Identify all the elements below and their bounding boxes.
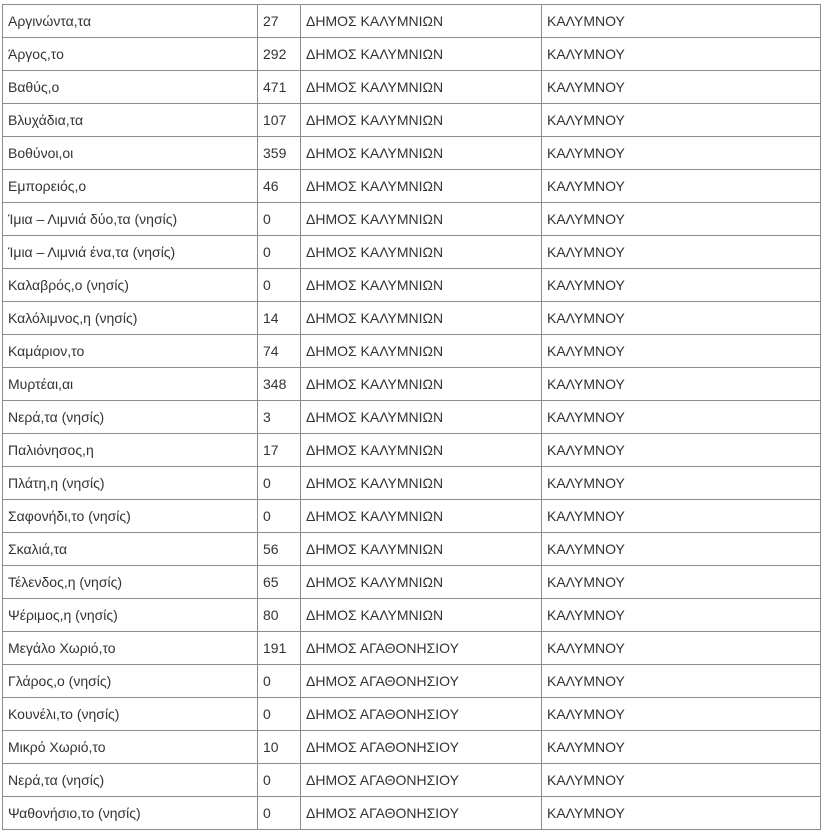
region-cell: ΚΑΛΥΜΝΟΥ bbox=[542, 533, 821, 566]
municipality-cell: ΔΗΜΟΣ ΑΓΑΘΟΝΗΣΙΟΥ bbox=[301, 698, 542, 731]
population-cell: 46 bbox=[258, 170, 301, 203]
population-cell: 0 bbox=[258, 500, 301, 533]
table-row bbox=[3, 236, 821, 269]
population-cell: 0 bbox=[258, 698, 301, 731]
municipality-cell: ΔΗΜΟΣ ΚΑΛΥΜΝΙΩΝ bbox=[301, 533, 542, 566]
population-cell: 0 bbox=[258, 236, 301, 269]
municipality-cell: ΔΗΜΟΣ ΑΓΑΘΟΝΗΣΙΟΥ bbox=[301, 797, 542, 830]
table-row bbox=[3, 104, 821, 137]
region-cell: ΚΑΛΥΜΝΟΥ bbox=[542, 302, 821, 335]
region-cell: ΚΑΛΥΜΝΟΥ bbox=[542, 137, 821, 170]
settlement-name-cell: Αργινώντα,τα bbox=[3, 5, 258, 38]
table-row bbox=[3, 599, 821, 632]
region-cell: ΚΑΛΥΜΝΟΥ bbox=[542, 434, 821, 467]
settlement-name-cell: Μεγάλο Χωριό,το bbox=[3, 632, 258, 665]
settlement-name-cell: Σαφονήδι,το (νησίς) bbox=[3, 500, 258, 533]
municipality-cell: ΔΗΜΟΣ ΑΓΑΘΟΝΗΣΙΟΥ bbox=[301, 764, 542, 797]
region-cell: ΚΑΛΥΜΝΟΥ bbox=[542, 269, 821, 302]
population-cell: 10 bbox=[258, 731, 301, 764]
population-cell: 74 bbox=[258, 335, 301, 368]
settlement-name-cell: Ψαθονήσιο,το (νησίς) bbox=[3, 797, 258, 830]
population-cell: 359 bbox=[258, 137, 301, 170]
settlement-name-cell: Μικρό Χωριό,το bbox=[3, 731, 258, 764]
settlement-name-cell: Ψέριμος,η (νησίς) bbox=[3, 599, 258, 632]
region-cell: ΚΑΛΥΜΝΟΥ bbox=[542, 104, 821, 137]
population-cell: 0 bbox=[258, 764, 301, 797]
population-cell: 65 bbox=[258, 566, 301, 599]
settlement-name-cell: Γλάρος,ο (νησίς) bbox=[3, 665, 258, 698]
table-row bbox=[3, 302, 821, 335]
table-row bbox=[3, 698, 821, 731]
municipality-cell: ΔΗΜΟΣ ΚΑΛΥΜΝΙΩΝ bbox=[301, 566, 542, 599]
settlement-name-cell: Ίμια – Λιμνιά ένα,τα (νησίς) bbox=[3, 236, 258, 269]
table-row bbox=[3, 533, 821, 566]
population-cell: 0 bbox=[258, 269, 301, 302]
settlement-name-cell: Καλόλιμνος,η (νησίς) bbox=[3, 302, 258, 335]
region-cell: ΚΑΛΥΜΝΟΥ bbox=[542, 632, 821, 665]
settlements-table-container bbox=[2, 4, 820, 830]
region-cell: ΚΑΛΥΜΝΟΥ bbox=[542, 665, 821, 698]
municipality-cell: ΔΗΜΟΣ ΚΑΛΥΜΝΙΩΝ bbox=[301, 5, 542, 38]
population-cell: 0 bbox=[258, 203, 301, 236]
region-cell: ΚΑΛΥΜΝΟΥ bbox=[542, 401, 821, 434]
population-cell: 0 bbox=[258, 797, 301, 830]
municipality-cell: ΔΗΜΟΣ ΚΑΛΥΜΝΙΩΝ bbox=[301, 467, 542, 500]
municipality-cell: ΔΗΜΟΣ ΚΑΛΥΜΝΙΩΝ bbox=[301, 500, 542, 533]
region-cell: ΚΑΛΥΜΝΟΥ bbox=[542, 764, 821, 797]
population-cell: 17 bbox=[258, 434, 301, 467]
municipality-cell: ΔΗΜΟΣ ΚΑΛΥΜΝΙΩΝ bbox=[301, 302, 542, 335]
municipality-cell: ΔΗΜΟΣ ΚΑΛΥΜΝΙΩΝ bbox=[301, 368, 542, 401]
region-cell: ΚΑΛΥΜΝΟΥ bbox=[542, 500, 821, 533]
table-row bbox=[3, 137, 821, 170]
region-cell: ΚΑΛΥΜΝΟΥ bbox=[542, 731, 821, 764]
population-cell: 191 bbox=[258, 632, 301, 665]
settlement-name-cell: Μυρτέαι,αι bbox=[3, 368, 258, 401]
population-cell: 292 bbox=[258, 38, 301, 71]
settlement-name-cell: Βοθύνοι,οι bbox=[3, 137, 258, 170]
region-cell: ΚΑΛΥΜΝΟΥ bbox=[542, 797, 821, 830]
table-row bbox=[3, 401, 821, 434]
region-cell: ΚΑΛΥΜΝΟΥ bbox=[542, 236, 821, 269]
region-cell: ΚΑΛΥΜΝΟΥ bbox=[542, 71, 821, 104]
table-row bbox=[3, 731, 821, 764]
table-row bbox=[3, 797, 821, 830]
population-cell: 14 bbox=[258, 302, 301, 335]
region-cell: ΚΑΛΥΜΝΟΥ bbox=[542, 38, 821, 71]
municipality-cell: ΔΗΜΟΣ ΚΑΛΥΜΝΙΩΝ bbox=[301, 104, 542, 137]
municipality-cell: ΔΗΜΟΣ ΑΓΑΘΟΝΗΣΙΟΥ bbox=[301, 632, 542, 665]
municipality-cell: ΔΗΜΟΣ ΚΑΛΥΜΝΙΩΝ bbox=[301, 401, 542, 434]
settlement-name-cell: Παλιόνησος,η bbox=[3, 434, 258, 467]
table-row bbox=[3, 170, 821, 203]
settlement-name-cell: Τέλενδος,η (νησίς) bbox=[3, 566, 258, 599]
settlement-name-cell: Νερά,τα (νησίς) bbox=[3, 401, 258, 434]
settlement-name-cell: Κουνέλι,το (νησίς) bbox=[3, 698, 258, 731]
settlements-table bbox=[2, 4, 821, 830]
population-cell: 27 bbox=[258, 5, 301, 38]
municipality-cell: ΔΗΜΟΣ ΚΑΛΥΜΝΙΩΝ bbox=[301, 71, 542, 104]
table-row bbox=[3, 368, 821, 401]
municipality-cell: ΔΗΜΟΣ ΚΑΛΥΜΝΙΩΝ bbox=[301, 335, 542, 368]
municipality-cell: ΔΗΜΟΣ ΚΑΛΥΜΝΙΩΝ bbox=[301, 137, 542, 170]
population-cell: 471 bbox=[258, 71, 301, 104]
region-cell: ΚΑΛΥΜΝΟΥ bbox=[542, 599, 821, 632]
table-row bbox=[3, 500, 821, 533]
table-row bbox=[3, 632, 821, 665]
municipality-cell: ΔΗΜΟΣ ΑΓΑΘΟΝΗΣΙΟΥ bbox=[301, 731, 542, 764]
region-cell: ΚΑΛΥΜΝΟΥ bbox=[542, 698, 821, 731]
municipality-cell: ΔΗΜΟΣ ΚΑΛΥΜΝΙΩΝ bbox=[301, 269, 542, 302]
table-row bbox=[3, 764, 821, 797]
population-cell: 107 bbox=[258, 104, 301, 137]
settlement-name-cell: Άργος,το bbox=[3, 38, 258, 71]
settlement-name-cell: Καλαβρός,ο (νησίς) bbox=[3, 269, 258, 302]
population-cell: 0 bbox=[258, 665, 301, 698]
region-cell: ΚΑΛΥΜΝΟΥ bbox=[542, 368, 821, 401]
settlement-name-cell: Σκαλιά,τα bbox=[3, 533, 258, 566]
table-row bbox=[3, 269, 821, 302]
population-cell: 56 bbox=[258, 533, 301, 566]
table-row bbox=[3, 566, 821, 599]
table-row bbox=[3, 203, 821, 236]
table-row bbox=[3, 335, 821, 368]
region-cell: ΚΑΛΥΜΝΟΥ bbox=[542, 5, 821, 38]
settlement-name-cell: Νερά,τα (νησίς) bbox=[3, 764, 258, 797]
municipality-cell: ΔΗΜΟΣ ΚΑΛΥΜΝΙΩΝ bbox=[301, 38, 542, 71]
municipality-cell: ΔΗΜΟΣ ΚΑΛΥΜΝΙΩΝ bbox=[301, 170, 542, 203]
region-cell: ΚΑΛΥΜΝΟΥ bbox=[542, 467, 821, 500]
region-cell: ΚΑΛΥΜΝΟΥ bbox=[542, 566, 821, 599]
region-cell: ΚΑΛΥΜΝΟΥ bbox=[542, 203, 821, 236]
region-cell: ΚΑΛΥΜΝΟΥ bbox=[542, 170, 821, 203]
municipality-cell: ΔΗΜΟΣ ΚΑΛΥΜΝΙΩΝ bbox=[301, 236, 542, 269]
settlement-name-cell: Ίμια – Λιμνιά δύο,τα (νησίς) bbox=[3, 203, 258, 236]
municipality-cell: ΔΗΜΟΣ ΚΑΛΥΜΝΙΩΝ bbox=[301, 203, 542, 236]
table-row bbox=[3, 467, 821, 500]
population-cell: 80 bbox=[258, 599, 301, 632]
table-row bbox=[3, 5, 821, 38]
population-cell: 348 bbox=[258, 368, 301, 401]
table-row bbox=[3, 434, 821, 467]
table-row bbox=[3, 665, 821, 698]
settlement-name-cell: Καμάριον,το bbox=[3, 335, 258, 368]
table-row bbox=[3, 38, 821, 71]
population-cell: 0 bbox=[258, 467, 301, 500]
table-row bbox=[3, 71, 821, 104]
municipality-cell: ΔΗΜΟΣ ΚΑΛΥΜΝΙΩΝ bbox=[301, 599, 542, 632]
settlement-name-cell: Πλάτη,η (νησίς) bbox=[3, 467, 258, 500]
population-cell: 3 bbox=[258, 401, 301, 434]
municipality-cell: ΔΗΜΟΣ ΚΑΛΥΜΝΙΩΝ bbox=[301, 434, 542, 467]
municipality-cell: ΔΗΜΟΣ ΑΓΑΘΟΝΗΣΙΟΥ bbox=[301, 665, 542, 698]
settlement-name-cell: Βαθύς,ο bbox=[3, 71, 258, 104]
region-cell: ΚΑΛΥΜΝΟΥ bbox=[542, 335, 821, 368]
table-body bbox=[3, 5, 821, 830]
settlement-name-cell: Εμπορειός,ο bbox=[3, 170, 258, 203]
settlement-name-cell: Βλυχάδια,τα bbox=[3, 104, 258, 137]
